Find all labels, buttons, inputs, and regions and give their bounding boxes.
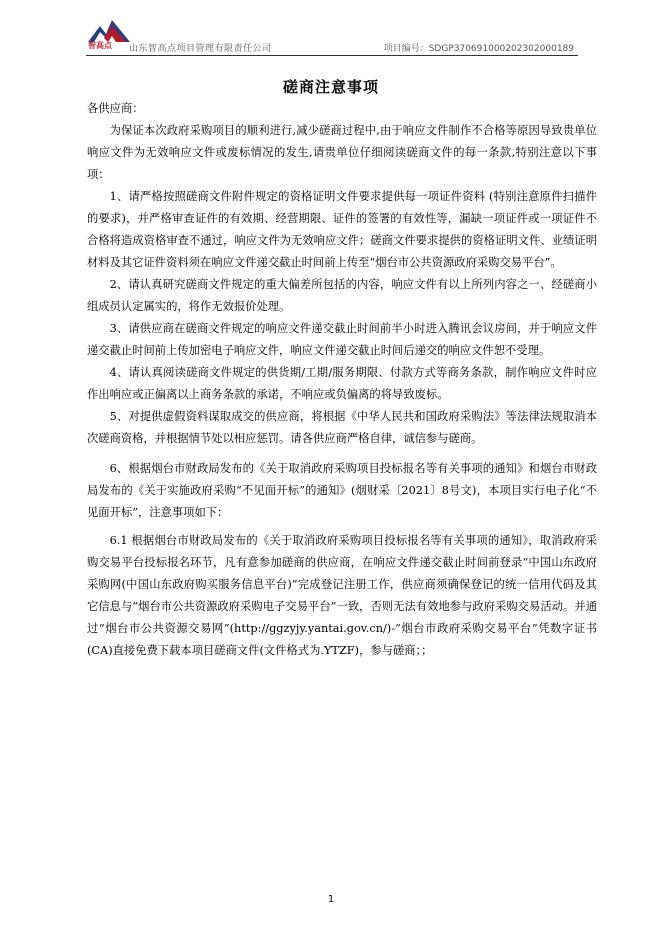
logo-text: 智高点 bbox=[88, 41, 112, 50]
paragraph-intro: 为保证本次政府采购项目的顺利进行,减少磋商过程中,由于响应文件制作不合格等原因导致贵单位响应文件为无效响应文件或废标情况的发生,请贵单位仔细阅读磋商文件的每一条款,特别注意以下事项： bbox=[87, 124, 597, 181]
company-name: 山东智高点项目管理有限责任公司 bbox=[129, 44, 272, 54]
paragraph-item-3: 3、请供应商在磋商文件规定的响应文件递交截止时间前半小时进入腾讯会议房间，并于响应文件递交截止时间前上传加密电子响应文件，响应文件递交截止时间后递交的响应文件恕不受理。 bbox=[87, 322, 597, 357]
page-title: 磋商注意事项 bbox=[282, 78, 379, 96]
paragraph-item-4: 4、请认真阅读磋商文件规定的供货期/工期/服务期限、付款方式等商务条款，制作响应文件时应作出响应或正偏离以上商务条款的承诺，不响应或负偏离的将导致废标。 bbox=[87, 366, 597, 401]
paragraph-item-6: 6、根据烟台市财政局发布的《关于取消政府采购项目投标报名等有关事项的通知》和烟台市财政局发布的《关于实施政府采购“不见面开标”的通知》(烟财采〔2021〕8号文)，本项目实行电子化“不见面开标”，注意事项如下： bbox=[87, 462, 597, 519]
paragraph-item-1: 1、请严格按照磋商文件附件规定的资格证明文件要求提供每一项证件资料 (特别注意原件扫描件的要求)，并严格审查证件的有效期、经营期限、证件的签署的有效性等，漏缺一项证件或一项证件不合格将造成资格审查不通过，响应文件为无效响应文件；磋商文件要求提供的资格证明文件、业绩证明材料及其它证件资料须在响应文件递交截止时间前上传至“烟台市公共资源政府采购交易平台”。 bbox=[87, 190, 597, 269]
header-divider bbox=[86, 55, 578, 56]
greeting: 各供应商： bbox=[87, 102, 144, 115]
project-number: 项目编号：SDGP370691000202302000189 bbox=[383, 44, 574, 54]
document-body bbox=[87, 98, 597, 662]
paragraph-item-6-1: 6.1 根据烟台市财政局发布的《关于取消政府采购项目投标报名等有关事项的通知》，取消政府采购交易平台投标报名环节，凡有意参加磋商的供应商，在响应文件递交截止时间前登录“中国山东政府采购网(中国山东政府购买服务信息平台)”完成登记注册工作，供应商须确保登记的统一信用代码及其它信息与“烟台市公共资源政府采购电子交易平台”一致，否则无法有效地参与政府采购交易活动。并通过“烟台市公共资源交易网”(http://ggzyjy.yantai.gov.cn/)-“烟台市政府采购交易平台”凭数字证书(CA)直接免费下载本项目磋商文件(文件格式为.YTZF)，参与磋商；； bbox=[87, 534, 597, 657]
paragraph-item-5: 5、对提供虚假资料谋取成交的供应商，将根据《中华人民共和国政府采购法》等法律法规取消本次磋商资格，并根据情节处以相应惩罚。请各供应商严格自律，诚信参与磋商。 bbox=[87, 410, 597, 445]
page-number: 1 bbox=[327, 894, 335, 905]
paragraph-item-2: 2、请认真研究磋商文件规定的重大偏差所包括的内容，响应文件有以上所列内容之一、经磋商小组成员认定属实的，将作无效报价处理。 bbox=[87, 278, 597, 313]
